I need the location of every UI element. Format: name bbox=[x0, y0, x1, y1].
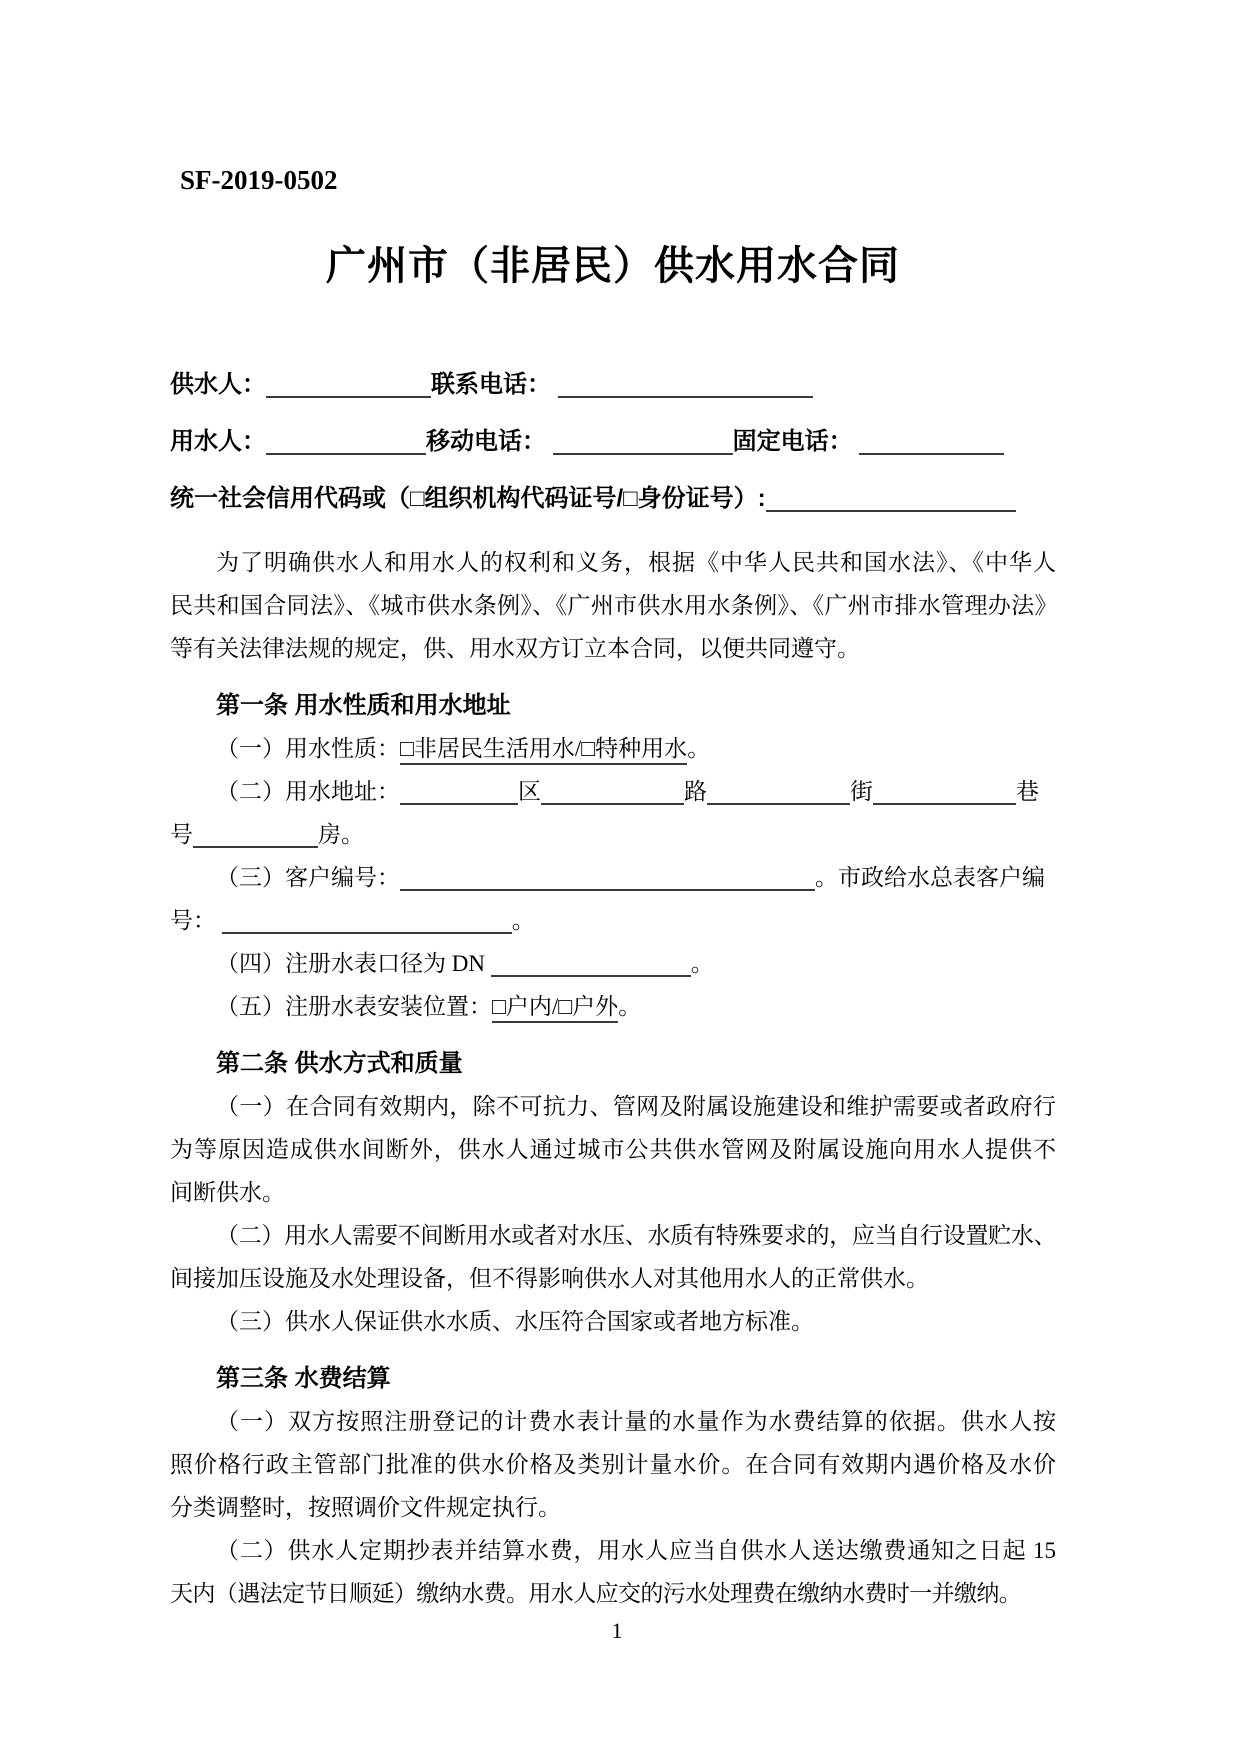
article2-item1-line: 为等原因造成供水间断外，供水人通过城市公共供水管网及附属设施向用水人提供不 bbox=[170, 1137, 1056, 1162]
meter-diameter-blank bbox=[491, 949, 691, 977]
item2-prefix: （二）用水地址： bbox=[216, 779, 400, 804]
preamble-line: 为了明确供水人和用水人的权利和义务，根据《中华人民共和国水法》、《中华人 bbox=[216, 550, 1056, 575]
supplier-name-blank bbox=[266, 370, 431, 398]
preamble-line: 民共和国合同法》、《城市供水条例》、《广州市供水用水条例》、《广州市排水管理办法》 bbox=[170, 593, 1056, 618]
contact-phone-blank bbox=[558, 370, 813, 398]
article1-item2-line2 bbox=[170, 813, 1056, 856]
credit-code-row bbox=[170, 484, 1056, 514]
mobile-phone-blank bbox=[553, 427, 733, 455]
item1-choice-underlined: □非居民生活用水/□特种用水 bbox=[400, 736, 687, 765]
article3-item1-line: 照价格行政主管部门批准的供水价格及类别计量水价。在合同有效期内遇价格及水价 bbox=[170, 1452, 1056, 1477]
article1-item3-line1 bbox=[170, 856, 1056, 899]
house-number-blank bbox=[193, 820, 318, 848]
item2-seg-lane: 巷 bbox=[1016, 779, 1039, 804]
item5-suffix: 。 bbox=[618, 994, 642, 1019]
landline-blank bbox=[859, 427, 1004, 455]
item3-mid: 。市政给水总表客户编 bbox=[815, 865, 1045, 890]
landline-label: 固定电话： bbox=[732, 428, 853, 455]
road-blank bbox=[541, 777, 684, 805]
item5-choice-underlined: □户内/□户外 bbox=[492, 994, 618, 1023]
credit-code-label: 统一社会信用代码或（□组织机构代码证号/□身份证号）: bbox=[170, 485, 766, 512]
credit-code-blank bbox=[766, 484, 1016, 512]
item1-prefix: （一）用水性质： bbox=[216, 736, 400, 761]
item2-line2-suffix: 房。 bbox=[318, 822, 364, 847]
customer-number-blank bbox=[400, 863, 815, 891]
article2-item2-line: 间接加压设施及水处理设备，但不得影响供水人对其他用水人的正常供水。 bbox=[170, 1266, 929, 1291]
preamble-line: 等有关法律法规的规定，供、用水双方订立本合同，以便共同遵守。 bbox=[170, 636, 860, 661]
item2-seg-road: 路 bbox=[684, 779, 707, 804]
article1-item3-line2 bbox=[170, 899, 1056, 942]
article3-item1-line: （一）双方按照注册登记的计费水表计量的水量作为水费结算的依据。供水人按 bbox=[216, 1409, 1056, 1434]
article2-heading: 第二条 供水方式和质量 bbox=[216, 1050, 463, 1077]
parties-section bbox=[170, 370, 1056, 514]
article2-item3-line: （三）供水人保证供水水质、水压符合国家或者地方标准。 bbox=[216, 1309, 814, 1334]
article1-item2-line1 bbox=[170, 770, 1056, 813]
lane-blank bbox=[873, 777, 1016, 805]
item4-prefix: （四）注册水表口径为 DN bbox=[216, 951, 485, 976]
item3-line2-prefix: 号： bbox=[170, 908, 216, 933]
doc-code: SF-2019-0502 bbox=[180, 165, 338, 195]
article1-item1 bbox=[170, 727, 1056, 770]
article1-item5 bbox=[170, 985, 1056, 1028]
item4-suffix: 。 bbox=[690, 951, 714, 976]
item3-prefix: （三）客户编号： bbox=[216, 865, 400, 890]
item1-suffix: 。 bbox=[687, 736, 711, 761]
doc-title: 广州市（非居民）供水用水合同 bbox=[326, 244, 900, 288]
article3-heading: 第三条 水费结算 bbox=[216, 1365, 391, 1392]
street-blank bbox=[707, 777, 850, 805]
article1-heading: 第一条 用水性质和用水地址 bbox=[216, 692, 511, 719]
master-meter-number-blank bbox=[222, 906, 512, 934]
item2-seg-district: 区 bbox=[518, 779, 541, 804]
item5-prefix: （五）注册水表安装位置： bbox=[216, 994, 492, 1019]
supplier-row bbox=[170, 370, 1056, 400]
contact-phone-label: 联系电话： bbox=[431, 371, 551, 398]
user-label: 用水人： bbox=[170, 428, 266, 455]
contract-body bbox=[170, 541, 1056, 1615]
district-blank bbox=[400, 777, 518, 805]
user-row bbox=[170, 427, 1056, 457]
item2-seg-street: 街 bbox=[850, 779, 873, 804]
item3-line2-suffix: 。 bbox=[511, 908, 535, 933]
mobile-phone-label: 移动电话： bbox=[426, 428, 546, 455]
page-number: 1 bbox=[611, 1618, 623, 1643]
article3-item2-line: （二）供水人定期抄表并结算水费，用水人应当自供水人送达缴费通知之日起 15 bbox=[216, 1538, 1056, 1563]
article2-item1-line: 间断供水。 bbox=[170, 1180, 285, 1205]
article1-item4 bbox=[170, 942, 1056, 985]
supplier-label: 供水人： bbox=[170, 371, 266, 398]
article2-item1-line: （一）在合同有效期内，除不可抗力、管网及附属设施建设和维护需要或者政府行 bbox=[216, 1094, 1056, 1119]
article2-item2-line: （二）用水人需要不间断用水或者对水压、水质有特殊要求的，应当自行设置贮水、 bbox=[216, 1223, 1056, 1248]
article3-item1-line: 分类调整时，按照调价文件规定执行。 bbox=[170, 1495, 561, 1520]
user-name-blank bbox=[266, 427, 426, 455]
item2-line2-prefix: 号 bbox=[170, 822, 193, 847]
article3-item2-line: 天内（遇法定节日顺延）缴纳水费。用水人应交的污水处理费在缴纳水费时一并缴纳。 bbox=[170, 1581, 1022, 1606]
